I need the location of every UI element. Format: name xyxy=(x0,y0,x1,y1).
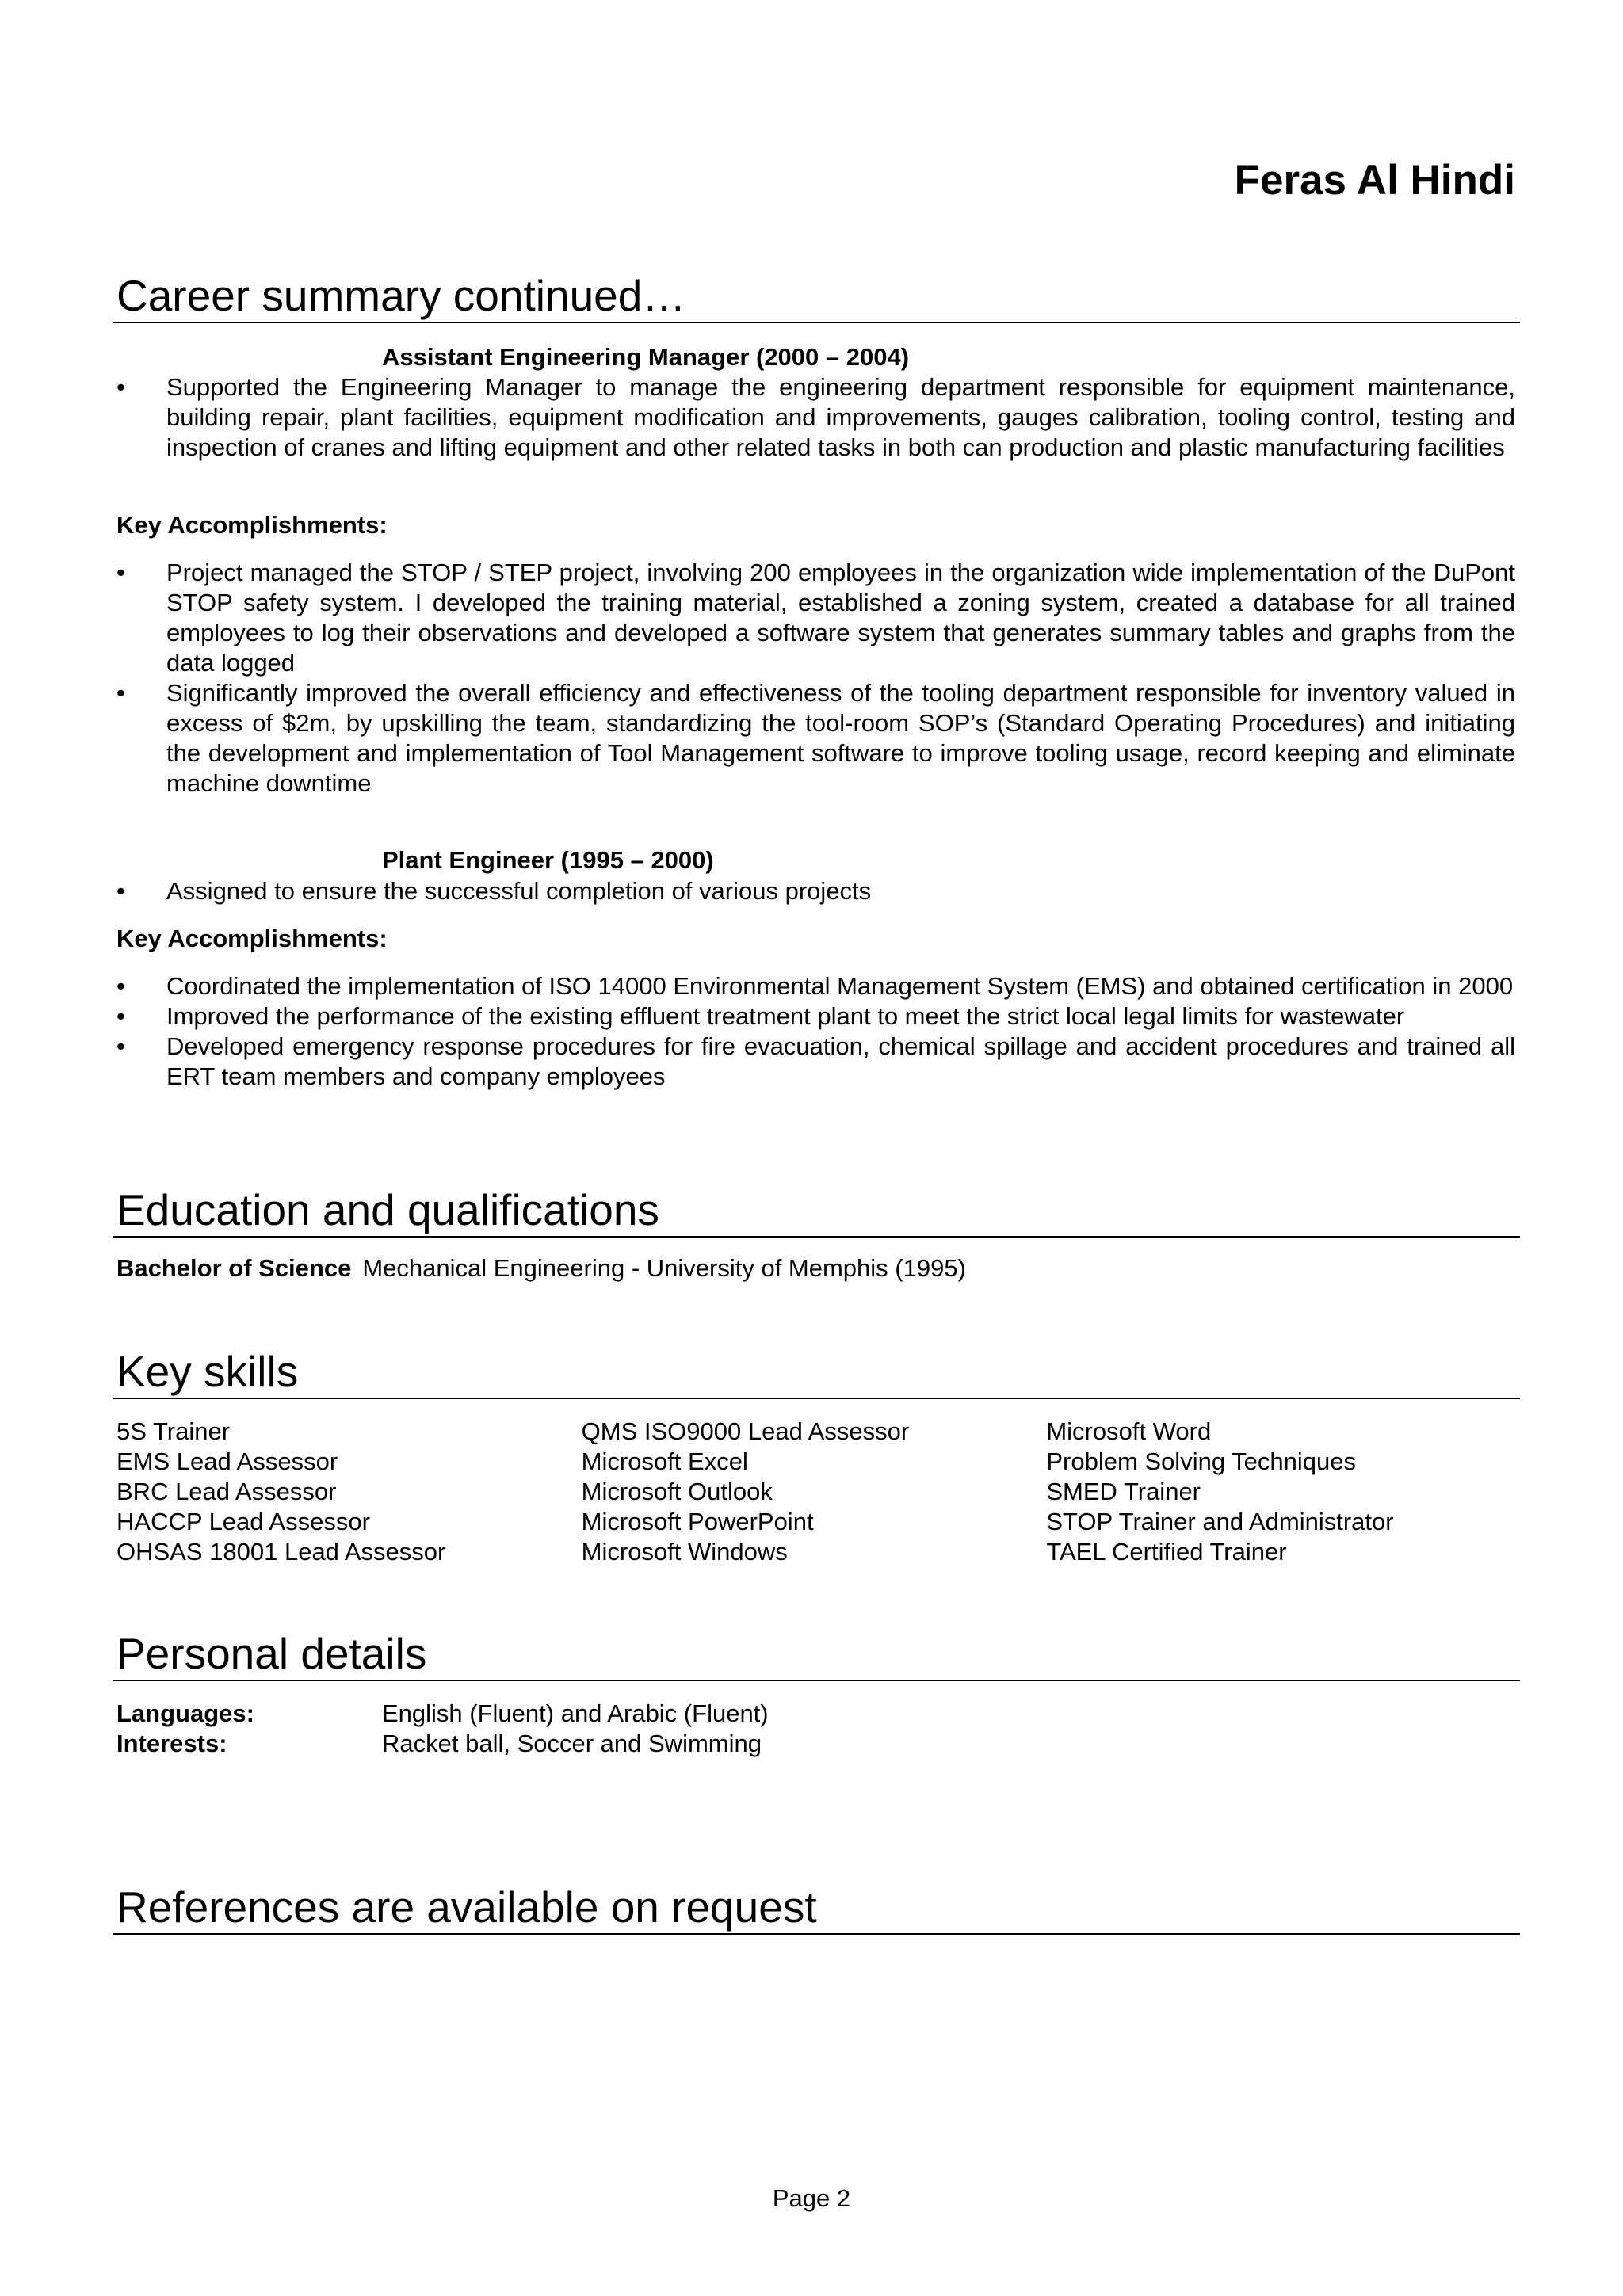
degree-detail: Mechanical Engineering - University of Memphis (1995) xyxy=(362,1254,966,1282)
skill-item: QMS ISO9000 Lead Assessor xyxy=(581,1417,910,1445)
references-heading: References are available on request xyxy=(116,1882,817,1932)
career-summary-heading: Career summary continued… xyxy=(116,271,686,320)
skill-item: HACCP Lead Assessor xyxy=(116,1508,370,1535)
key-skills-section-header xyxy=(113,1347,1520,1399)
skill-item: Microsoft PowerPoint xyxy=(581,1508,814,1535)
accomplishments-list-plant-engineer xyxy=(116,971,1515,1092)
bullet-icon: • xyxy=(116,1002,125,1030)
skills-grid xyxy=(116,1417,1511,1567)
skill-item: STOP Trainer and Administrator xyxy=(1046,1508,1394,1535)
education-entry xyxy=(116,1253,966,1283)
role-title-assistant-engineering-manager: Assistant Engineering Manager (2000 – 2004) xyxy=(382,343,910,371)
interests-value: Racket ball, Soccer and Swimming xyxy=(382,1730,762,1757)
skills-column-1 xyxy=(116,1417,582,1567)
skill-item: 5S Trainer xyxy=(116,1417,231,1445)
personal-details-section-header xyxy=(113,1629,1520,1681)
list-item: • Coordinated the implementation of ISO 14000 Environmental Management System (EMS) and obtained certification in 2000 xyxy=(116,972,1514,1000)
bullet-icon: • xyxy=(116,972,125,1000)
skill-item: BRC Lead Assessor xyxy=(116,1478,337,1505)
education-heading: Education and qualifications xyxy=(116,1185,659,1234)
bullet-icon: • xyxy=(116,373,125,401)
skill-item: EMS Lead Assessor xyxy=(116,1447,338,1475)
career-summary-section-header xyxy=(113,271,1520,323)
candidate-name: Feras Al Hindi xyxy=(1234,157,1515,204)
skill-item: Problem Solving Techniques xyxy=(1046,1447,1356,1475)
list-item: • Significantly improved the overall efficiency and effectiveness of the tooling department responsible for inventory valued in excess of $2m, by upskilling the team, standardizing the tool-room SOP’s (Standard Operating Procedures) and initiating the development and implementation of Tool Management software to improve tooling usage, record keeping and eliminate machine downtime xyxy=(116,679,1515,797)
role-title-plant-engineer: Plant Engineer (1995 – 2000) xyxy=(382,846,714,874)
personal-details xyxy=(116,1699,769,1759)
page-number: Page 2 xyxy=(772,2184,851,2212)
skill-item: Microsoft Windows xyxy=(581,1538,788,1566)
languages-label: Languages: xyxy=(116,1699,254,1727)
interests-row xyxy=(116,1729,769,1759)
skills-column-3 xyxy=(1046,1417,1511,1567)
degree-label: Bachelor of Science xyxy=(116,1254,352,1282)
list-item: • Assigned to ensure the successful completion of various projects xyxy=(116,877,872,905)
languages-row xyxy=(116,1699,769,1729)
skill-item: SMED Trainer xyxy=(1046,1478,1201,1505)
personal-details-heading: Personal details xyxy=(116,1629,427,1678)
bullet-icon: • xyxy=(116,559,125,586)
languages-value: English (Fluent) and Arabic (Fluent) xyxy=(382,1699,769,1727)
accomplishments-list-assistant-engineering-manager xyxy=(116,558,1515,799)
key-accomplishments-label: Key Accomplishments: xyxy=(116,925,388,952)
bullet-icon: • xyxy=(116,877,125,905)
skill-item: Microsoft Word xyxy=(1046,1417,1212,1445)
bullet-icon: • xyxy=(116,1032,125,1060)
skills-column-2 xyxy=(582,1417,1047,1567)
list-item: • Improved the performance of the existing effluent treatment plant to meet the strict local legal limits for wastewater xyxy=(116,1002,1405,1030)
education-section-header xyxy=(113,1185,1520,1238)
duties-list-plant-engineer xyxy=(116,876,1515,906)
list-item: • Project managed the STOP / STEP project, involving 200 employees in the organization wide implementation of the DuPont STOP safety system. I developed the training material, established a zoning system, created a database for all trained employees to log their observations and developed a software system that generates summary tables and graphs from the data logged xyxy=(116,559,1515,677)
skill-item: TAEL Certified Trainer xyxy=(1046,1538,1287,1566)
skill-item: Microsoft Excel xyxy=(581,1447,748,1475)
skill-item: OHSAS 18001 Lead Assessor xyxy=(116,1538,446,1566)
key-skills-heading: Key skills xyxy=(116,1347,299,1396)
key-accomplishments-label: Key Accomplishments: xyxy=(116,511,388,539)
list-item: • Supported the Engineering Manager to manage the engineering department responsible for equipment maintenance, building repair, plant facilities, equipment modification and improvements, gauges calibration, tooling control, testing and inspection of cranes and lifting equipment and other related tasks in both can production and plastic manufacturing facilities xyxy=(116,373,1515,461)
interests-label: Interests: xyxy=(116,1730,227,1757)
references-section-header xyxy=(113,1882,1520,1935)
duties-list-assistant-engineering-manager xyxy=(116,372,1515,463)
bullet-icon: • xyxy=(116,679,125,707)
skill-item: Microsoft Outlook xyxy=(581,1478,773,1505)
list-item: • Developed emergency response procedures for fire evacuation, chemical spillage and accident procedures and trained all ERT team members and company employees xyxy=(116,1032,1515,1090)
